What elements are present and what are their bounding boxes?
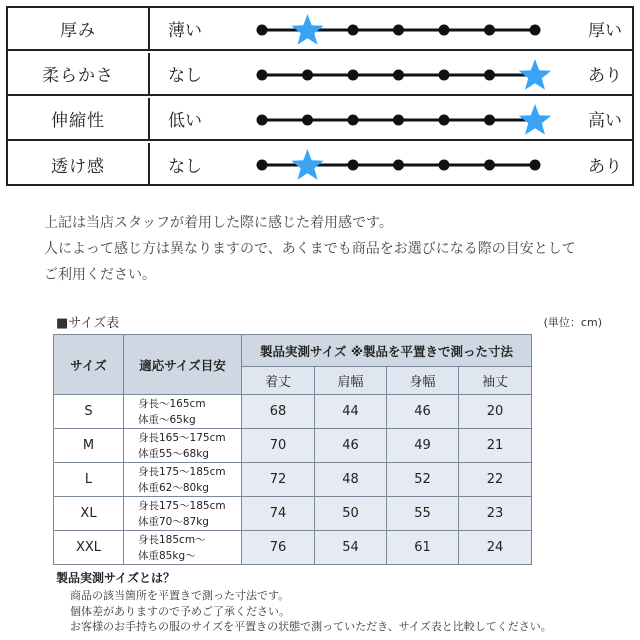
scale-dot	[257, 115, 268, 126]
fit-weight: 体重～65kg	[138, 413, 196, 426]
scale-dot	[484, 160, 495, 171]
scale-dot	[302, 70, 313, 81]
measure-notes	[56, 569, 636, 635]
fit-weight: 体重62～80kg	[138, 481, 209, 494]
table-row	[54, 395, 532, 429]
fit-height: 身長165～175cm	[138, 431, 226, 444]
value-cell: 72	[242, 463, 315, 497]
size-table-title: ■サイズ表	[56, 316, 120, 331]
scale-dot	[257, 160, 268, 171]
scale-dot	[439, 70, 450, 81]
level-star-icon	[291, 14, 323, 45]
size-cell: XXL	[54, 531, 124, 565]
scale-dot	[393, 70, 404, 81]
fit-notes	[44, 210, 624, 288]
fit-weight: 体重55～68kg	[138, 447, 209, 460]
scale-dot	[348, 115, 359, 126]
feel-scale	[248, 98, 548, 141]
feel-row-label: 透け感	[8, 143, 150, 186]
feel-row-low-label: なし	[168, 66, 202, 86]
value-cell: 21	[459, 429, 532, 463]
measure-notes-title: 製品実測サイズとは？	[56, 571, 176, 585]
feel-row-sheerness	[8, 143, 632, 186]
feel-row-high-label: 厚い	[588, 21, 622, 41]
fit-height: 身長175～185cm	[138, 499, 226, 512]
fit-cell	[124, 497, 242, 531]
value-cell: 44	[315, 395, 387, 429]
scale-dot	[348, 25, 359, 36]
feel-row-label: 柔らかさ	[8, 53, 150, 94]
fit-cell	[124, 463, 242, 497]
scale-dot	[393, 115, 404, 126]
fit-cell	[124, 429, 242, 463]
fit-cell	[124, 395, 242, 429]
value-cell: 70	[242, 429, 315, 463]
table-row	[54, 531, 532, 565]
feel-scale	[248, 53, 548, 96]
scale-dot	[439, 25, 450, 36]
scale-dot	[439, 115, 450, 126]
size-cell: XL	[54, 497, 124, 531]
size-cell: L	[54, 463, 124, 497]
value-cell: 22	[459, 463, 532, 497]
measure-note-line: 商品の該当箇所を平置きで測った寸法です。	[70, 589, 290, 602]
table-row	[54, 463, 532, 497]
value-cell: 74	[242, 497, 315, 531]
feel-row-high-label: あり	[588, 157, 622, 177]
value-cell: 61	[387, 531, 459, 565]
measure-note-line: 個体差がありますので予めご了承ください。	[70, 604, 290, 618]
measure-note-line: お客様のお手持ちの服のサイズを平置きの状態で測っていただき、サイズ表と比較してください。	[70, 620, 552, 633]
scale-dot	[257, 25, 268, 36]
table-row	[54, 429, 532, 463]
size-table	[53, 334, 532, 565]
scale-dot	[302, 115, 313, 126]
value-cell: 48	[315, 463, 387, 497]
column-header: 身幅	[387, 367, 459, 395]
level-star-icon	[519, 104, 551, 135]
fit-weight: 体重85kg～	[138, 549, 196, 562]
header-size: サイズ	[54, 335, 124, 395]
level-star-icon	[519, 59, 551, 90]
scale-dot	[484, 25, 495, 36]
scale-dot	[484, 70, 495, 81]
value-cell: 46	[315, 429, 387, 463]
scale-dot	[348, 160, 359, 171]
value-cell: 55	[387, 497, 459, 531]
feel-scale	[248, 143, 548, 186]
value-cell: 50	[315, 497, 387, 531]
header-measure: 製品実測サイズ ※製品を平置きで測った寸法	[242, 335, 532, 367]
scale-dot	[393, 160, 404, 171]
size-table-unit: (単位：cm)	[543, 316, 602, 329]
column-header: 袖丈	[459, 367, 532, 395]
value-cell: 76	[242, 531, 315, 565]
value-cell: 68	[242, 395, 315, 429]
fit-height: 身長～165cm	[138, 397, 206, 410]
value-cell: 49	[387, 429, 459, 463]
feel-row-softness	[8, 53, 632, 96]
fit-height: 身長175～185cm	[138, 465, 226, 478]
table-row	[54, 497, 532, 531]
feel-scale	[248, 8, 548, 51]
column-header: 肩幅	[315, 367, 387, 395]
value-cell: 20	[459, 395, 532, 429]
value-cell: 52	[387, 463, 459, 497]
fit-note-line: 上記は当店スタッフが着用した際に感じた着用感です。	[44, 215, 393, 231]
fit-cell	[124, 531, 242, 565]
feel-row-thickness	[8, 8, 632, 51]
value-cell: 23	[459, 497, 532, 531]
fit-note-line: ご利用ください。	[44, 267, 156, 283]
fit-height: 身長185cm～	[138, 533, 206, 546]
feel-chart	[6, 6, 634, 186]
value-cell: 54	[315, 531, 387, 565]
feel-row-low-label: なし	[168, 157, 202, 177]
feel-row-label: 厚み	[8, 8, 150, 49]
feel-row-low-label: 薄い	[168, 21, 202, 41]
feel-row-high-label: 高い	[588, 111, 622, 131]
scale-dot	[530, 160, 541, 171]
feel-row-stretch	[8, 98, 632, 141]
value-cell: 24	[459, 531, 532, 565]
scale-dot	[393, 25, 404, 36]
fit-note-line: 人によって感じ方は異なりますので、あくまでも商品をお選びになる際の目安として	[44, 241, 576, 257]
size-cell: S	[54, 395, 124, 429]
level-star-icon	[291, 149, 323, 180]
feel-row-label: 伸縮性	[8, 98, 150, 139]
header-fit: 適応サイズ目安	[124, 335, 242, 395]
scale-dot	[348, 70, 359, 81]
scale-dot	[439, 160, 450, 171]
value-cell: 46	[387, 395, 459, 429]
feel-row-high-label: あり	[588, 66, 622, 86]
feel-row-low-label: 低い	[168, 111, 202, 131]
column-header: 着丈	[242, 367, 315, 395]
scale-dot	[484, 115, 495, 126]
size-cell: M	[54, 429, 124, 463]
fit-weight: 体重70～87kg	[138, 515, 209, 528]
scale-dot	[257, 70, 268, 81]
scale-dot	[530, 25, 541, 36]
